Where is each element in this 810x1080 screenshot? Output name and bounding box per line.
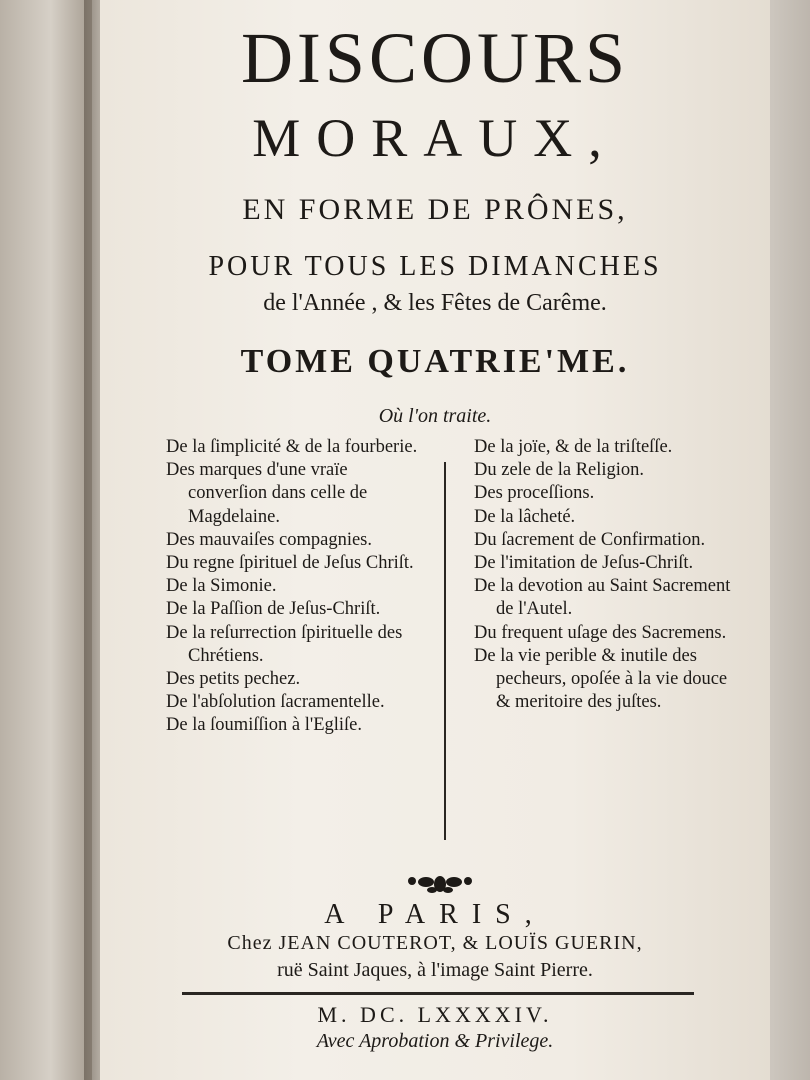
contents-entry: De la ſoumiſſion à l'Egliſe. — [166, 715, 363, 736]
contents-entry: De l'imitation de Jeſus-Chriſt. — [474, 553, 694, 574]
subtitle-forme: EN FORME DE PRÔNES, — [242, 193, 628, 226]
contents-entry: Des marques d'une vraïe converſion dans celle de Magdelaine. — [166, 460, 368, 527]
column-divider — [444, 462, 446, 840]
imprint-rule — [182, 992, 694, 995]
facing-page-edge — [0, 0, 92, 1080]
contents-entry: Du zele de la Religion. — [474, 460, 645, 481]
subtitle-annee: de l'Année , & les Fêtes de Carême. — [263, 290, 607, 316]
contents-entry: De la ſimplicité & de la fourberie. — [166, 437, 418, 457]
contents-entry: Du frequent uſage des Sacremens. — [474, 622, 727, 643]
contents-entry: De la Simonie. — [166, 576, 277, 597]
contents-entry: De la joïe, & de la triſteſſe. — [474, 437, 673, 457]
imprint-date: M. DC. LXXXXIV. — [317, 1002, 553, 1027]
page-stack-edge — [765, 0, 810, 1080]
contents-entry: Du regne ſpirituel de Jeſus Chriſt. — [166, 553, 414, 574]
contents-entry: Des mauvaiſes compagnies. — [166, 529, 373, 550]
contents-right-column — [474, 436, 736, 714]
contents-entry: De la reſurrection ſpirituelle des Chrétiens. — [166, 622, 403, 666]
title-discours: DISCOURS — [240, 18, 630, 98]
title-moraux: MORAUX, — [252, 108, 618, 168]
contents-entry: Du ſacrement de Confirmation. — [474, 529, 706, 550]
imprint-address: ruë Saint Jaques, à l'image Saint Pierre. — [277, 959, 593, 981]
contents-entry: De la vie perible & inutile des pecheurs, opoſée à la vie douce & meritoire des juſtes. — [474, 645, 728, 713]
contents-entry: Des proceſſions. — [474, 483, 595, 504]
contents-left-column — [166, 436, 428, 738]
contents-entry: De la devotion au Saint Sacrement de l'Autel. — [474, 576, 731, 620]
contents-entry: De la Paſſion de Jeſus-Chriſt. — [166, 599, 381, 620]
contents-intro: Où l'on traite. — [378, 405, 492, 427]
imprint-publisher: Chez JEAN COUTEROT, & LOUÏS GUERIN, — [227, 932, 643, 954]
imprint-approbation: Avec Aprobation & Privilege. — [316, 1030, 554, 1052]
contents-entry: De la lâcheté. — [474, 506, 576, 527]
fleuron-ornament-icon — [402, 872, 478, 896]
contents-entry: De l'abſolution ſacramentelle. — [166, 692, 385, 713]
contents-entry: Des petits pechez. — [166, 669, 301, 690]
title-page — [100, 0, 770, 1080]
subtitle-dimanches: POUR TOUS LES DIMANCHES — [208, 251, 662, 282]
imprint-city: A PARIS, — [324, 899, 546, 930]
volume-heading: TOME QUATRIE'ME. — [240, 343, 630, 380]
